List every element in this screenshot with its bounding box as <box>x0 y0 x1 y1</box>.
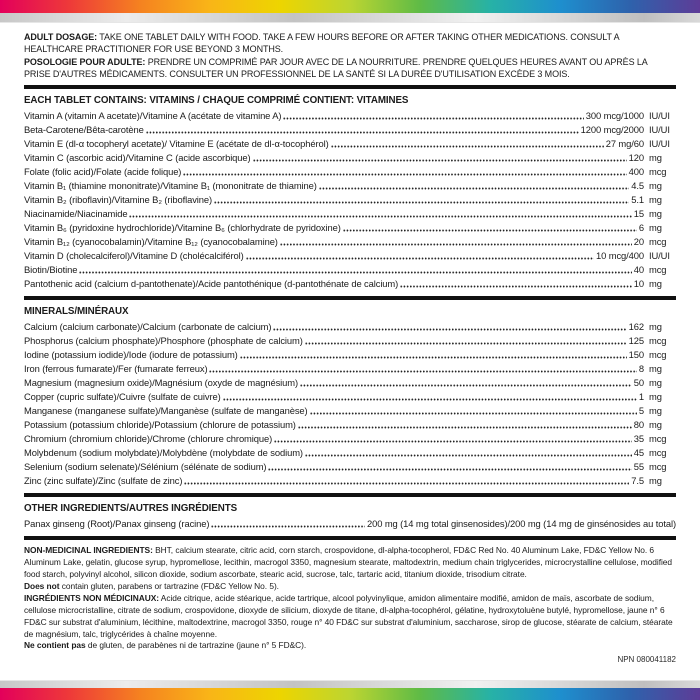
other-ingredients-heading: OTHER INGREDIENTS/AUTRES INGRÉDIENTS <box>24 503 238 515</box>
dot-leader <box>274 440 632 443</box>
gluten-free-fr-text: de gluten, de parabènes ni de tartrazine (jaune n° 5 FD&C). <box>85 640 307 651</box>
amount-value: 8 <box>638 363 644 375</box>
amount-value: 10 <box>633 278 644 290</box>
gluten-free-en-label: Does not <box>24 580 60 591</box>
table-row <box>24 263 676 277</box>
other-ingredients-section <box>24 502 676 531</box>
unit-label: mcg <box>649 349 667 361</box>
table-row <box>24 334 676 348</box>
dot-leader <box>305 342 627 345</box>
divider <box>24 85 676 89</box>
adult-dosage-label: ADULT DOSAGE: <box>24 32 98 42</box>
non-medicinal-fr <box>24 593 676 641</box>
dot-leader <box>305 454 632 457</box>
minerals-heading: MINERALS/MINÉRAUX <box>24 306 129 318</box>
bottom-rainbow-bar <box>0 688 700 700</box>
ingredient-name: Iron (ferrous fumarate)/Fer (fumarate ferreux) <box>24 363 208 375</box>
table-row <box>24 249 676 263</box>
ingredient-name: Pantothenic acid (calcium d-pantothenate)/Acide pantothénique (d-pantothénate de calcium) <box>24 278 399 290</box>
unit-label: mcg <box>649 433 667 445</box>
non-medicinal-fr-text: Acide citrique, acide stéarique, acide tartrique, alcool polyvinylique, amidon alimentaire modifié, amidon de maïs, ascorbate de sodium, cellulose microcristalline, citrate de sodium, crospovidone, dioxyde de silicium, dioxyde de titane, dl-alpha-tocophérol, gélatine, hydroxytoluène butylé, hypromellose, jaune n° 6 FD&C sur substrat d'aluminium, lécithine, maltodextrine, macrogol 3350, rouge n° 40 FD&C sur substrat d'aluminium, saccharose, sirop de glucose, stéarate de calcium, stéarate de magnésium, talc, triglycérides à chaîne moyenne. <box>24 592 673 639</box>
table-row <box>24 446 676 460</box>
dot-leader <box>310 412 637 415</box>
gluten-free-fr-label: Ne contient pas <box>24 640 86 651</box>
amount-value: 300 mcg/1000 <box>585 110 644 122</box>
minerals-list <box>24 320 676 488</box>
dot-leader <box>283 117 583 120</box>
amount-value: 50 <box>633 377 644 389</box>
dot-leader <box>183 173 626 176</box>
unit-label: mg <box>649 152 662 164</box>
amount-value: 45 <box>633 447 644 459</box>
table-row <box>24 221 676 235</box>
ingredient-name: Biotin/Biotine <box>24 264 78 276</box>
amount-value: 6 <box>638 222 644 234</box>
non-medicinal-section <box>24 545 676 652</box>
amount-value: 5 <box>638 405 644 417</box>
npn-number: NPN 080041182 <box>617 655 676 665</box>
ingredient-name: Vitamin D (cholecalciferol)/Vitamine D (cholécalciférol) <box>24 250 244 262</box>
amount-value: 400 <box>628 166 644 178</box>
posologie-text: PRENDRE UN COMPRIMÉ PAR JOUR AVEC DE LA NOURRITURE. PRENDRE QUELQUES HEURES AVANT OU APRÈS LA PRISE D'AUTRES MÉDICAMENTS. CONSULTER UN PROFESSIONNEL DE LA SANTÉ SI LA DURÉE D'UTILISATION EXCÈDE 3 MOIS. <box>24 56 648 79</box>
ingredient-name: Vitamin E (dl-α tocopheryl acetate)/ Vitamine E (acétate de dl-α-tocophérol) <box>24 138 329 150</box>
unit-label: mg <box>649 222 662 234</box>
ingredient-name: Vitamin A (vitamin A acetate)/Vitamine A (acétate de vitamine A) <box>24 110 282 122</box>
unit-label: mg <box>649 391 662 403</box>
dot-leader <box>129 215 631 218</box>
unit-label: IU/UI <box>649 138 670 150</box>
unit-label: IU/UI <box>649 250 670 262</box>
table-row <box>24 151 676 165</box>
amount-value: 10 mcg/400 <box>596 250 644 262</box>
unit-label: mg <box>649 180 662 192</box>
divider <box>24 493 676 497</box>
unit-label: mcg <box>649 236 667 248</box>
unit-label: mcg <box>649 461 667 473</box>
amount-value: 15 <box>633 208 644 220</box>
amount-value: 1200 mcg/2000 <box>580 124 644 136</box>
unit-label: mg <box>649 419 662 431</box>
ingredient-name: Vitamin C (ascorbic acid)/Vitamine C (acide ascorbique) <box>24 152 251 164</box>
table-row <box>24 432 676 446</box>
amount-value: 20 <box>633 236 644 248</box>
ingredient-name: Phosphorus (calcium phosphate)/Phosphore (phosphate de calcium) <box>24 335 303 347</box>
dot-leader <box>343 229 637 232</box>
vitamins-section <box>24 94 676 291</box>
unit-label: mg <box>649 194 662 206</box>
table-row <box>24 404 676 418</box>
unit-label: IU/UI <box>649 124 670 136</box>
ingredient-name: Copper (cupric sulfate)/Cuivre (sulfate de cuivre) <box>24 391 221 403</box>
ingredient-name: Selenium (sodium selenate)/Sélénium (sélénate de sodium) <box>24 461 267 473</box>
dot-leader <box>331 145 604 148</box>
table-row <box>24 460 676 474</box>
dot-leader <box>268 468 631 471</box>
amount-value: 80 <box>633 419 644 431</box>
gluten-free-en-text: contain gluten, parabens or tartrazine (FD&C Yellow No. 5). <box>59 580 279 591</box>
ingredient-name: Panax ginseng (Root)/Panax ginseng (racine) <box>24 518 210 530</box>
non-medicinal-en-text: BHT, calcium stearate, citric acid, corn starch, crospovidone, dl-alpha-tocopherol, FD&C Red No. 40 Aluminum Lake, FD&C Yellow No. 6 Aluminum Lake, gelatin, glucose syrup, hypromellose, lecithin, macrogol 3350, magnesium stearate, maltodextrin, medium chain triglycerides, microcrystalline cellulose, modified food starch, polyvinyl alcohol, silicon dioxide, sodium ascorbate, stearic acid, sucrose, talc, tartaric acid, titanium dioxide, trisodium citrate. <box>24 545 673 579</box>
table-row <box>24 517 676 531</box>
unit-label: mg <box>649 475 662 487</box>
dot-leader <box>298 426 632 429</box>
non-medicinal-en <box>24 545 676 581</box>
table-row <box>24 235 676 249</box>
vitamins-list <box>24 109 676 291</box>
top-rainbow-bar <box>0 0 700 13</box>
amount-value: 1 <box>638 391 644 403</box>
amount-value: 27 mg/60 <box>605 138 644 150</box>
unit-label: mcg <box>649 335 667 347</box>
non-medicinal-en-label: NON-MEDICINAL INGREDIENTS: <box>24 545 153 556</box>
table-row <box>24 165 676 179</box>
dot-leader <box>246 257 594 260</box>
non-medicinal-fr-label: INGRÉDIENTS NON MÉDICINAUX: <box>24 592 159 603</box>
ingredient-name: Vitamin B₂ (riboflavin)/Vitamine B₂ (riboflavine) <box>24 194 213 206</box>
amount-value: 120 <box>628 152 644 164</box>
dot-leader <box>273 328 626 331</box>
gluten-free-en <box>24 581 676 593</box>
dot-leader <box>223 398 637 401</box>
table-row <box>24 193 676 207</box>
ingredient-name: Iodine (potassium iodide)/Iode (iodure de potassium) <box>24 349 238 361</box>
amount-value: 7.5 <box>631 475 644 487</box>
top-metal-bar <box>0 13 700 23</box>
dot-leader <box>400 285 632 288</box>
ingredient-name: Manganese (manganese sulfate)/Manganèse (sulfate de manganèse) <box>24 405 308 417</box>
unit-label: mg <box>649 363 662 375</box>
ingredient-name: Potassium (potassium chloride)/Potassium (chlorure de potassium) <box>24 419 296 431</box>
ingredient-name: Chromium (chromium chloride)/Chrome (chlorure chromique) <box>24 433 273 445</box>
posologie-label: POSOLOGIE POUR ADULTE: <box>24 56 146 67</box>
unit-label: mcg <box>649 447 667 459</box>
amount-value: 4.5 <box>631 180 644 192</box>
other-ingredients-list <box>24 517 676 531</box>
dot-leader <box>240 356 627 359</box>
dot-leader <box>214 201 629 204</box>
table-row <box>24 390 676 404</box>
unit-label: mg <box>649 405 662 417</box>
ingredient-name: Vitamin B₁₂ (cyanocobalamin)/Vitamine B₁₂ (cyanocobalamine) <box>24 236 278 248</box>
dot-leader <box>146 131 579 134</box>
ingredient-name: Calcium (calcium carbonate)/Calcium (carbonate de calcium) <box>24 321 272 333</box>
dot-leader <box>300 384 632 387</box>
dot-leader <box>209 370 636 373</box>
divider <box>24 296 676 300</box>
table-row <box>24 376 676 390</box>
unit-label: mcg <box>649 166 667 178</box>
ingredient-name: Beta-Carotene/Bêta-carotène <box>24 124 144 136</box>
ingredient-name: Niacinamide/Niacinamide <box>24 208 128 220</box>
divider <box>24 536 676 540</box>
gluten-free-fr <box>24 640 676 652</box>
amount-value: 5.1 <box>631 194 644 206</box>
table-row <box>24 137 676 151</box>
vitamins-heading: EACH TABLET CONTAINS: VITAMINS / CHAQUE COMPRIMÉ CONTIENT: VITAMINES <box>24 95 409 107</box>
ingredient-name: Vitamin B₁ (thiamine mononitrate)/Vitamine B₁ (mononitrate de thiamine) <box>24 180 317 192</box>
amount-value: 150 <box>628 349 644 361</box>
ingredient-name: Vitamin B₆ (pyridoxine hydrochloride)/Vitamine B₆ (chlorhydrate de pyridoxine) <box>24 222 341 234</box>
dot-leader <box>319 187 629 190</box>
amount-value: 35 <box>633 433 644 445</box>
ingredient-name: Magnesium (magnesium oxide)/Magnésium (oxyde de magnésium) <box>24 377 299 389</box>
table-row <box>24 474 676 488</box>
dosage-section <box>24 31 676 80</box>
dot-leader <box>184 482 629 485</box>
unit-label: mg <box>649 208 662 220</box>
bottom-metal-bar <box>0 680 700 688</box>
unit-label: IU/UI <box>649 110 670 122</box>
dot-leader <box>79 271 631 274</box>
unit-label: mg <box>649 377 662 389</box>
ingredient-name: Molybdenum (sodium molybdate)/Molybdène (molybdate de sodium) <box>24 447 303 459</box>
minerals-section <box>24 305 676 488</box>
dot-leader <box>280 243 632 246</box>
label-content <box>0 23 700 680</box>
adult-dosage-text: TAKE ONE TABLET DAILY WITH FOOD. TAKE A FEW HOURS BEFORE OR AFTER TAKING OTHER MEDICATIONS. CONSULT A HEALTHCARE PRACTITIONER FOR USE BEYOND 3 MONTHS. <box>24 32 620 55</box>
table-row <box>24 348 676 362</box>
table-row <box>24 362 676 376</box>
table-row <box>24 207 676 221</box>
dot-leader <box>253 159 627 162</box>
ingredient-name: Zinc (zinc sulfate)/Zinc (sulfate de zinc) <box>24 475 183 487</box>
amount-value: 200 mg (14 mg total ginsenosides)/200 mg (14 mg de ginsénosides au total) <box>366 518 676 530</box>
amount-value: 125 <box>628 335 644 347</box>
table-row <box>24 109 676 123</box>
amount-value: 162 <box>628 321 644 333</box>
amount-value: 55 <box>633 461 644 473</box>
table-row <box>24 123 676 137</box>
unit-label: mcg <box>649 264 667 276</box>
table-row <box>24 179 676 193</box>
dot-leader <box>211 525 365 528</box>
ingredient-name: Folate (folic acid)/Folate (acide folique) <box>24 166 182 178</box>
table-row <box>24 277 676 291</box>
unit-label: mg <box>649 278 662 290</box>
amount-value: 40 <box>633 264 644 276</box>
unit-label: mg <box>649 321 662 333</box>
table-row <box>24 418 676 432</box>
table-row <box>24 320 676 334</box>
